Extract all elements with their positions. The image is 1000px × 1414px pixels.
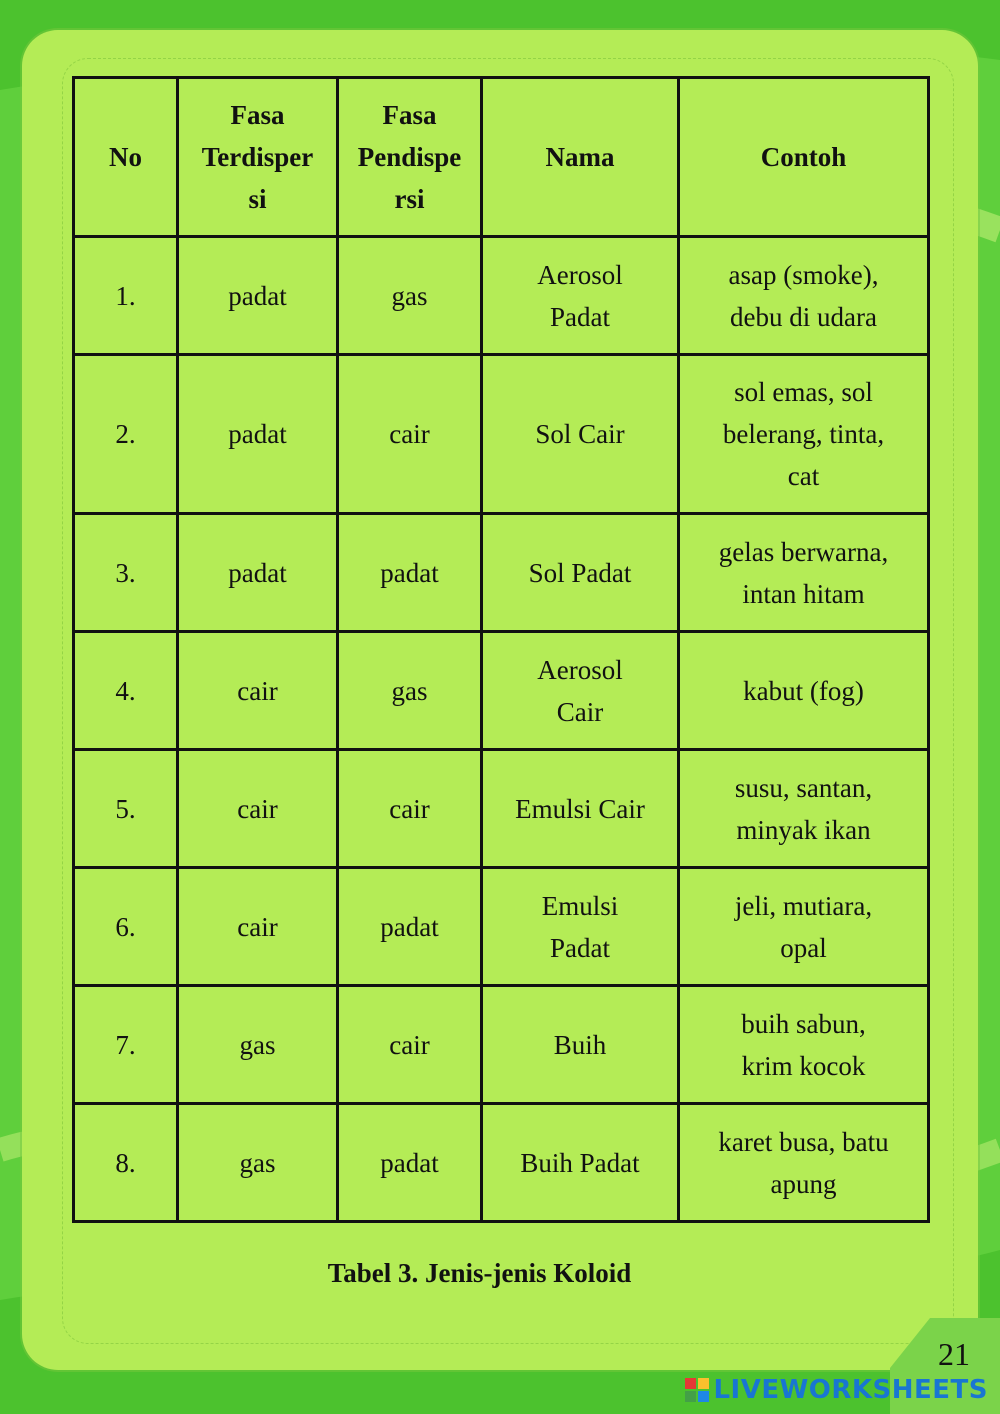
cell-contoh: buih sabun, krim kocok [679,986,929,1104]
table-row [74,1104,929,1222]
header-no: No [74,78,178,237]
cell-pendispersi: cair [338,986,482,1104]
cell-contoh: susu, santan, minyak ikan [679,750,929,868]
cell-no: 5. [74,750,178,868]
cell-contoh: karet busa, batu apung [679,1104,929,1222]
cell-pendispersi: padat [338,514,482,632]
cell-nama: Emulsi Padat [482,868,679,986]
table-row [74,750,929,868]
cell-nama: Sol Padat [482,514,679,632]
table-header-row [74,78,929,237]
cell-pendispersi: padat [338,868,482,986]
cell-no: 2. [74,355,178,514]
cell-no: 3. [74,514,178,632]
cell-contoh: asap (smoke), debu di udara [679,237,929,355]
page-number: 21 [938,1336,970,1372]
cell-terdispersi: gas [178,1104,338,1222]
cell-terdispersi: padat [178,514,338,632]
header-contoh: Contoh [679,78,929,237]
table-row [74,514,929,632]
brand-text: LIVEWORKSHEETS [713,1375,988,1405]
table-row [74,868,929,986]
cell-no: 6. [74,868,178,986]
cell-nama: Buih Padat [482,1104,679,1222]
cell-contoh: jeli, mutiara, opal [679,868,929,986]
cell-terdispersi: padat [178,237,338,355]
header-fasa-pendispersi: Fasa Pendispe rsi [338,78,482,237]
cell-terdispersi: padat [178,355,338,514]
header-fasa-terdispersi: Fasa Terdisper si [178,78,338,237]
colloid-table [72,76,930,1223]
cell-nama: Buih [482,986,679,1104]
cell-pendispersi: padat [338,1104,482,1222]
cell-no: 7. [74,986,178,1104]
cell-terdispersi: cair [178,632,338,750]
table-row [74,986,929,1104]
liveworksheets-logo-icon [685,1378,709,1402]
cell-no: 8. [74,1104,178,1222]
cell-pendispersi: cair [338,750,482,868]
table-row [74,355,929,514]
cell-pendispersi: gas [338,237,482,355]
cell-contoh: kabut (fog) [679,632,929,750]
liveworksheets-brand[interactable] [685,1374,988,1406]
header-nama: Nama [482,78,679,237]
cell-terdispersi: cair [178,868,338,986]
cell-terdispersi: cair [178,750,338,868]
cell-nama: Aerosol Padat [482,237,679,355]
cell-nama: Sol Cair [482,355,679,514]
cell-terdispersi: gas [178,986,338,1104]
cell-nama: Aerosol Cair [482,632,679,750]
cell-nama: Emulsi Cair [482,750,679,868]
cell-pendispersi: cair [338,355,482,514]
cell-no: 1. [74,237,178,355]
cell-contoh: sol emas, sol belerang, tinta, cat [679,355,929,514]
table-row [74,632,929,750]
cell-contoh: gelas berwarna, intan hitam [679,514,929,632]
table-row [74,237,929,355]
cell-pendispersi: gas [338,632,482,750]
table-caption: Tabel 3. Jenis-jenis Koloid [327,1258,632,1288]
cell-no: 4. [74,632,178,750]
